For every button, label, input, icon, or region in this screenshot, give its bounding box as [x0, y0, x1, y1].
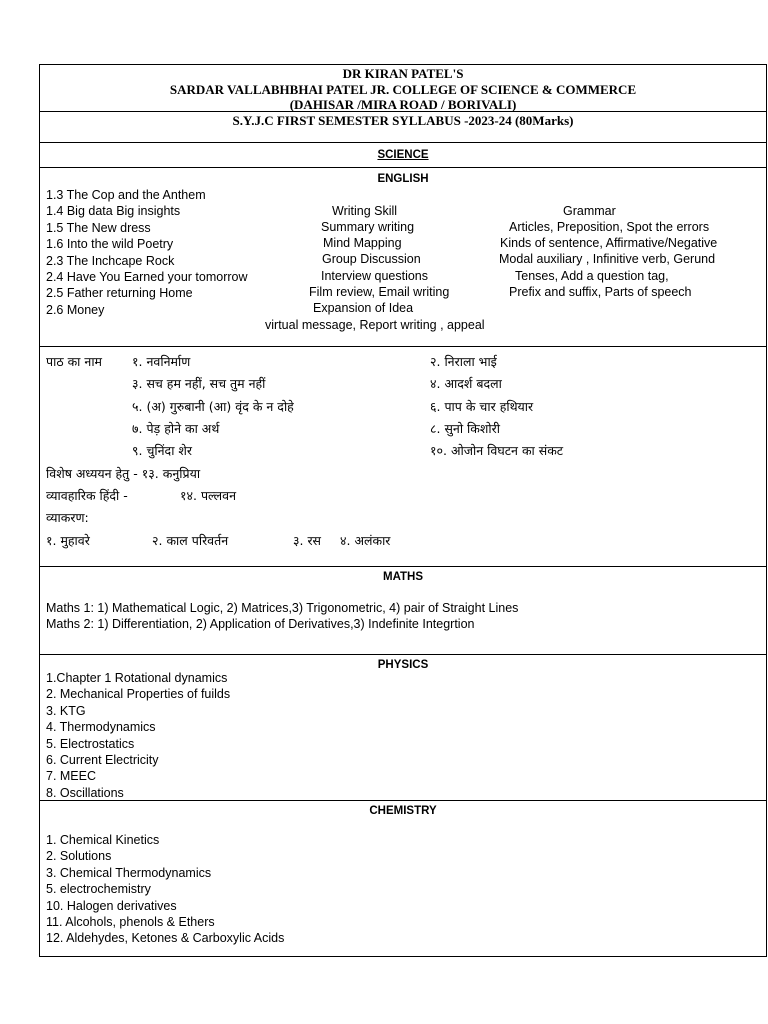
chemistry-section	[40, 801, 766, 956]
hindi-lesson: १. नवनिर्माण	[132, 354, 191, 369]
maths-topic: Maths 1: 1) Mathematical Logic, 2) Matrices,3) Trigonometric, 4) pair of Straight Lines	[46, 601, 519, 615]
english-title: ENGLISH	[377, 173, 429, 185]
syllabus-table	[39, 64, 767, 957]
syllabus-title-text: S.Y.J.C FIRST SEMESTER SYLLABUS -2023-24 (80Marks)	[232, 113, 574, 128]
writing-skill-item: Summary writing	[321, 220, 415, 234]
grammar-item: Kinds of sentence, Affirmative/Negative	[500, 236, 718, 250]
writing-skill-item: Group Discussion	[322, 252, 421, 266]
writing-skill-item: Film review, Email writing	[309, 285, 450, 299]
chemistry-chapter: 5. electrochemistry	[46, 882, 151, 897]
maths-topic-list	[46, 600, 518, 633]
chemistry-chapter: 1. Chemical Kinetics	[46, 833, 160, 847]
hindi-practical-label: व्यावहारिक हिंदी -	[46, 488, 128, 503]
english-chapter: 2.4 Have You Earned your tomorrow	[46, 270, 248, 285]
physics-section	[40, 655, 766, 801]
grammar-item: Articles, Preposition, Spot the errors	[509, 220, 710, 234]
stream-label: SCIENCE	[377, 149, 429, 161]
hindi-grammar-item: ४. अलंकार	[340, 533, 391, 548]
stream-heading	[40, 143, 766, 168]
chemistry-chapter: 12. Aldehydes, Ketones & Carboxylic Acids	[46, 931, 285, 946]
physics-chapter: 1.Chapter 1 Rotational dynamics	[46, 671, 228, 685]
college-name: SARDAR VALLABHBHAI PATEL JR. COLLEGE OF SCIENCE & COMMERCE	[169, 81, 637, 97]
chemistry-chapter: 11. Alcohols, phenols & Ethers	[46, 915, 215, 930]
writing-skill-item: Expansion of Idea	[313, 301, 414, 315]
hindi-lesson: ९. चुनिंदा शेर	[132, 443, 193, 458]
chemistry-title: CHEMISTRY	[369, 805, 437, 817]
chemistry-chapter: 2. Solutions	[46, 849, 112, 864]
physics-chapter: 6. Current Electricity	[46, 753, 159, 768]
maths-section	[40, 567, 766, 655]
writing-skill-item: Interview questions	[321, 269, 429, 283]
physics-title: PHYSICS	[377, 659, 429, 671]
hindi-grammar-item: ३. रस	[293, 533, 322, 548]
writing-skill-item: virtual message, Report writing , appeal	[265, 318, 485, 332]
english-chapter: 2.6 Money	[46, 302, 105, 317]
syllabus-title	[40, 112, 766, 143]
grammar-heading: Grammar	[563, 204, 616, 218]
hindi-lesson: ७. पेड़ होने का अर्थ	[132, 421, 220, 436]
hindi-section	[40, 347, 766, 567]
english-section	[40, 168, 766, 347]
english-chapter: 2.3 The Inchcape Rock	[46, 253, 175, 268]
hindi-practical-item: १४. पल्लवन	[180, 488, 237, 503]
hindi-lesson: १०. ओजोन विघटन का संकट	[430, 443, 564, 458]
hindi-lesson: ६. पाप के चार हथियार	[430, 399, 534, 414]
physics-chapter: 2. Mechanical Properties of fuilds	[46, 687, 231, 702]
chemistry-chapter-list	[46, 832, 284, 947]
physics-chapter: 7. MEEC	[46, 769, 97, 784]
physics-chapter: 3. KTG	[46, 703, 86, 718]
college-header	[40, 65, 766, 112]
maths-topic: Maths 2: 1) Differentiation, 2) Application of Derivatives,3) Indefinite Integrtion	[46, 617, 475, 632]
hindi-lessons-label: पाठ का नाम	[46, 354, 103, 369]
hindi-lesson: ५. (अ) गुरुबानी (आ) वृंद के न दोहे	[132, 399, 294, 414]
hindi-special-study: विशेष अध्ययन हेतु - १३. कनुप्रिया	[46, 466, 201, 481]
english-chapter: 2.5 Father returning Home	[46, 286, 193, 301]
college-locations: (DAHISAR /MIRA ROAD / BORIVALI)	[289, 97, 517, 112]
hindi-grammar-label: व्याकरण:	[46, 510, 89, 525]
writing-skill-heading: Writing Skill	[332, 204, 398, 218]
english-chapter-list	[46, 187, 248, 318]
english-chapter: 1.6 Into the wild Poetry	[46, 237, 174, 252]
physics-chapter: 5. Electrostatics	[46, 736, 135, 751]
chemistry-chapter: 3. Chemical Thermodynamics	[46, 865, 212, 880]
english-chapter: 1.3 The Cop and the Anthem	[46, 188, 206, 202]
grammar-item: Tenses, Add a question tag,	[515, 269, 669, 283]
physics-chapter: 4. Thermodynamics	[46, 720, 156, 735]
grammar-item: Prefix and suffix, Parts of speech	[509, 285, 692, 299]
hindi-lesson: ४. आदर्श बदला	[430, 376, 502, 391]
english-chapter: 1.5 The New dress	[46, 220, 151, 235]
hindi-lesson: ८. सुनो किशोरी	[430, 421, 500, 436]
hindi-lesson: ३. सच हम नहीं, सच तुम नहीं	[132, 376, 266, 391]
hindi-grammar-item: २. काल परिवर्तन	[152, 533, 229, 548]
physics-chapter: 8. Oscillations	[46, 785, 124, 800]
maths-title: MATHS	[382, 571, 424, 583]
trust-name: DR KIRAN PATEL'S	[342, 66, 464, 81]
english-chapter: 1.4 Big data Big insights	[46, 204, 181, 219]
hindi-grammar-item: १. मुहावरे	[46, 533, 90, 548]
chemistry-chapter: 10. Halogen derivatives	[46, 898, 177, 913]
grammar-item: Modal auxiliary , Infinitive verb, Gerund	[499, 252, 716, 266]
physics-chapter-list	[46, 670, 230, 801]
hindi-lesson: २. निराला भाई	[430, 354, 497, 369]
writing-skill-item: Mind Mapping	[323, 236, 402, 250]
